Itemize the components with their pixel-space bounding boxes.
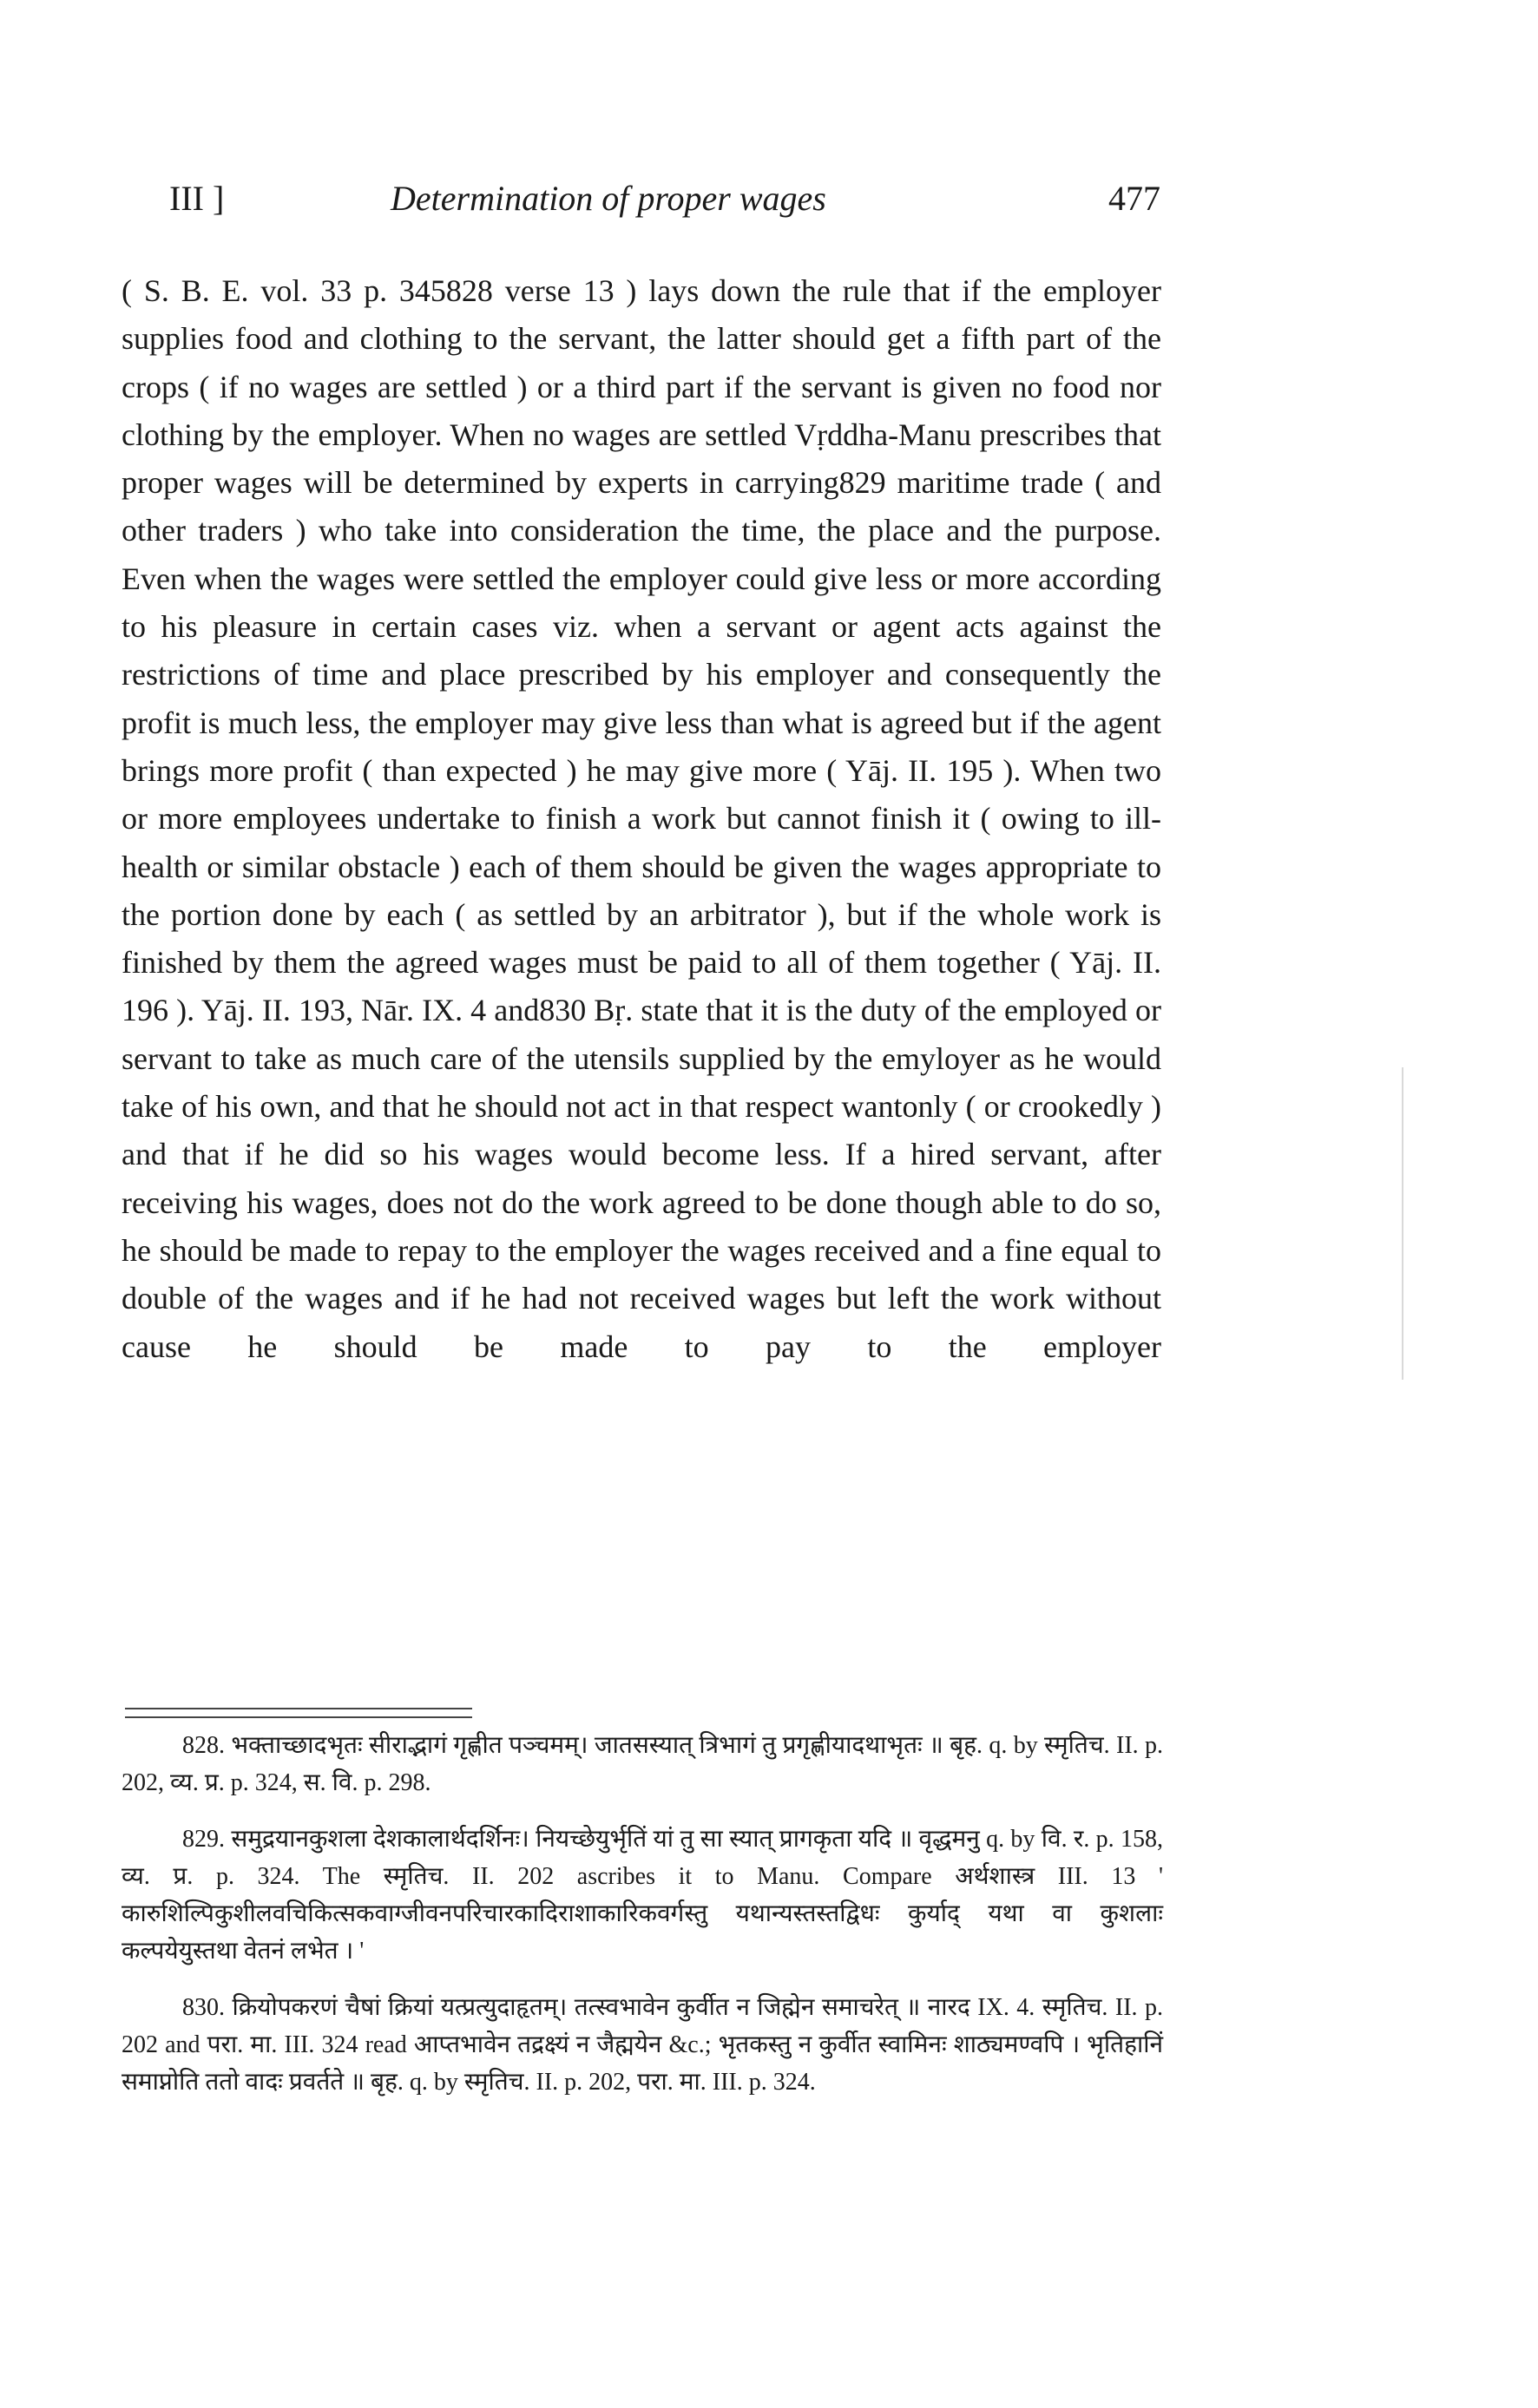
footnote-number: 830.	[182, 1994, 225, 2021]
footnote-divider	[125, 1708, 472, 1718]
footnote-text: क्रियोपकरणं चैषां क्रियां यत्प्रत्युदाहृतम्। तत्स्वभावेन कुर्वीत न जिह्मेन समाचरेत् ॥ नारद IX. 4. स्मृतिच. II. p. 202 and परा. मा. III. 324 read आप्तभावेन तद्रक्ष्यं न जैह्मयेन &c.; भृतकस्तु न कुर्वीत स्वामिनः शाठ्यमण्वपि । भृतिहानिं समाप्नोति ततो वादः प्रवर्तते ॥ बृह. q. by स्मृतिच. II. p. 202, परा. मा. III. p. 324.	[122, 1994, 1164, 2096]
footnote-number: 829.	[182, 1826, 225, 1853]
footnotes	[122, 1727, 1163, 2120]
running-head	[169, 178, 1160, 230]
footnote-828	[122, 1727, 1163, 1801]
main-text	[122, 267, 1161, 1371]
page-number: 477	[1108, 179, 1160, 218]
footnote-830	[122, 1989, 1163, 2101]
section-number: III ]	[169, 179, 225, 218]
running-title: Determination of proper wages	[391, 179, 826, 218]
footnote-829	[122, 1821, 1163, 1970]
footnote-text: भक्ताच्छादभृतः सीराद्भागं गृह्णीत पञ्चमम्। जातसस्यात् त्रिभागं तु प्रगृह्णीयादथाभृतः ॥ बृह. q. by स्मृतिच. II. p. 202, व्य. प्र. p. 324, स. वि. p. 298.	[122, 1732, 1164, 1796]
margin-mark	[1402, 1067, 1403, 1380]
body-paragraph: ( S. B. E. vol. 33 p. 345828 verse 13 ) lays down the rule that if the employer supplies food and clothing to the servant, the latter should get a fifth part of the crops ( if no wages are settled ) or a third part if the servant is given no food nor clothing by the employer. When no wages are settled Vṛddha-Manu prescribes that proper wages will be determined by experts in carrying829 maritime trade ( and other traders ) who take into consideration the time, the place and the purpose. Even when the wages were settled the employer could give less or more according to his pleasure in certain cases viz. when a servant or agent acts against the restrictions of time and place prescribed by his employer and consequently the profit is much less, the employer may give less than what is agreed but if the agent brings more profit ( than expected ) he may give more ( Yāj. II. 195 ). When two or more employees undertake to finish a work but cannot finish it ( owing to ill-health or similar obstacle ) each of them should be given the wages appropriate to the portion done by each ( as settled by an arbitrator ), but if the whole work is finished by them the agreed wages must be paid to all of them together ( Yāj. II. 196 ). Yāj. II. 193, Nār. IX. 4 and830 Bṛ. state that it is the duty of the employed or servant to take as much care of the utensils supplied by the emyloyer as he would take of his own, and that he should not act in that respect wantonly ( or crookedly ) and that if he did so his wages would become less. If a hired servant, after receiving his wages, does not do the work agreed to be done though able to do so, he should be made to repay to the employer the wages received and a fine equal to double of the wages and if he had not received wages but left the work without cause he should be made to pay to the employer	[122, 273, 1161, 1364]
footnote-number: 828.	[182, 1732, 225, 1759]
footnote-text: समुद्रयानकुशला देशकालार्थदर्शिनः। नियच्छेयुर्भृतिं यां तु सा स्यात् प्रागकृता यदि ॥ वृद्धमनु q. by वि. र. p. 158, व्य. प्र. p. 324. The स्मृतिच. II. 202 ascribes it to Manu. Compare अर्थशास्त्र III. 13 ' कारुशिल्पिकुशीलवचिकित्सकवाग्जीवनपरिचारकादिराशाकारिकवर्गस्तु यथान्यस्तस्तद्विधः कुर्याद् यथा वा कुशलाः कल्पयेयुस्तथा वेतनं लभेत । '	[122, 1826, 1164, 1965]
